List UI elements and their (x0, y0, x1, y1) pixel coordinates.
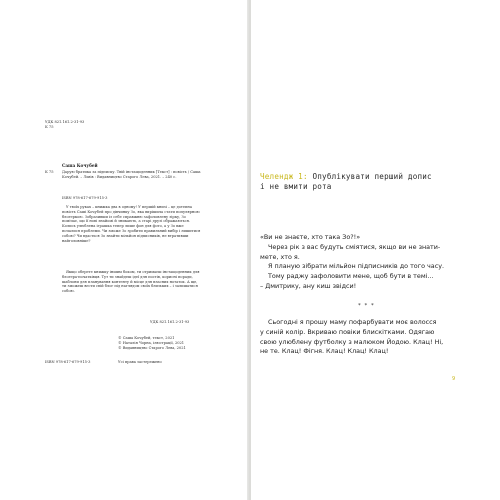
library-code-mid: К 75 (45, 170, 54, 174)
bibliographic-record: Дарую братика за підписку. Твій інстащоденник [Текст] : повість / Саша Кочубей. – Львів : Видавництво Старого Лева, 2021. – 240 с. (62, 170, 201, 179)
left-page (0, 0, 249, 500)
challenge-label: Челендж 1: (260, 172, 308, 181)
annotation-second: Якщо оберете книжку іншим боком, ти отримаєш інстащоденник для блогера-початківця. Тут ти знайдеш ідеї для постів, корисні поради, шаблони для планування контенту й місце для власних нотаток. А ще, ти зможеш вести свій блог під наглядом своїх близьких – і залишатися собою. (62, 270, 200, 294)
story-line: Сьогодні я прошу маму пофарбувати моє волосся (268, 318, 437, 326)
isbn-mid: ISBN 978-617-679-915-3 (62, 196, 108, 200)
challenge-text-line2: і не вмити рота (260, 182, 332, 191)
copyright-line: © Видавництво Старого Лева, 2021 (118, 345, 186, 350)
author-name: Саша Кочубей (62, 163, 98, 168)
copyright-line: © Саша Кочубей, текст, 2021 (118, 336, 175, 340)
copyright-line: © Наталія Чорна, ілюстрації, 2021 (118, 340, 185, 345)
challenge-heading (260, 172, 460, 192)
udk-code: УДК 821.161.2-31-93 (45, 120, 85, 124)
library-code: К 75 (45, 125, 54, 129)
copyright-block (118, 336, 228, 350)
challenge-text: Опублікувати перший допис (312, 172, 432, 181)
section-break: * * * (358, 303, 375, 309)
story-line: – Дмитрику, ану киш звідси! (260, 281, 357, 290)
story-line: мете, хто я. (260, 252, 300, 261)
story-line: Через рік з вас будуть сміятися, якщо ви не знати- (268, 242, 441, 251)
story-paragraph-1 (260, 233, 476, 292)
story-line: свою улюблену футболку з малюком Йодою. Клац! Ні, (260, 337, 444, 346)
story-paragraph-2 (260, 318, 476, 357)
annotation: У твоїх руках – книжка два в одному! У першій книзі – це дотепна повість Саші Кочубей про дівчинку Зо, яка вирішила стати популярною блогеркою. Зобразивши із себе справжню зафоловлену зірку, Зо помічає, що її нові знайомі й зникають, а старі друзі ображаються. Колись улюблена іграшка тепер лише фон для фото, а у Зо вже почалися проблеми. Чи зможе Зо зробити правильний вибір і лишитися собою? Чи вдасться Зо знайти мільйон підписників, не втративши найголовніше? (62, 205, 201, 243)
story-line: «Ви не знаєте, хто така Зо?!» (260, 233, 361, 241)
page-number: 9 (452, 376, 456, 382)
udk-code-mid: УДК 821.161.2-31-93 (150, 320, 190, 324)
story-line: Тому раджу зафоловити мене, щоб бути в темі... (268, 272, 434, 281)
story-line: у синій колір. Вкриваю повіки блискітками. Одягаю (260, 327, 435, 336)
isbn-bottom: ISBN 978-617-679-915-3 (45, 360, 91, 364)
all-rights-reserved: Усі права застережено (118, 360, 162, 364)
story-line: Я планую зібрати мільйон підписників до того часу. (268, 262, 445, 271)
story-line: не те. Клац! Фігня. Клац! Клац! Клац! (260, 347, 389, 356)
